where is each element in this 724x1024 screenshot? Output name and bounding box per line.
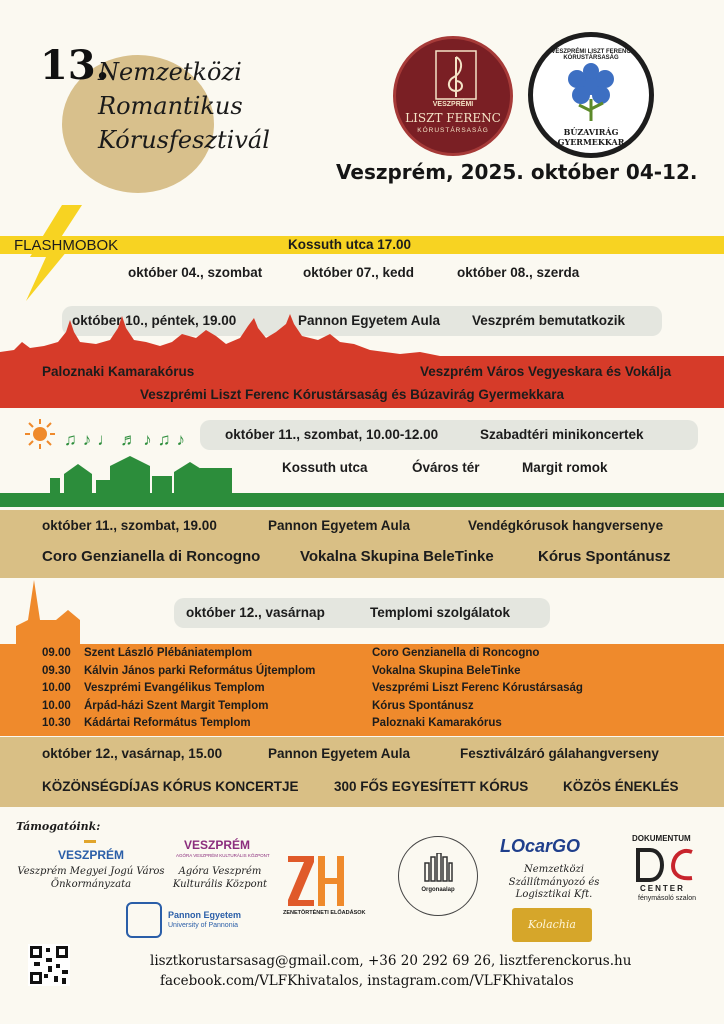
veszprem-caption: Veszprém Megyei Jogú Város Önkormányzata: [17, 866, 165, 890]
pannon-name: Pannon Egyetem: [168, 910, 242, 920]
oct11-green-band: [0, 493, 724, 507]
title-line-2: Romantikus: [98, 92, 243, 120]
service-choir: Kórus Spontánusz: [372, 699, 474, 712]
village-silhouette: [40, 452, 240, 496]
oct12-services-date: október 12., vasárnap: [186, 605, 325, 620]
veszprem-logo: VESZPRÉM: [58, 840, 122, 862]
service-time: 10.00: [42, 699, 71, 712]
locargo-logo: LOcarGO: [500, 836, 581, 856]
service-time: 10.00: [42, 682, 71, 694]
service-choir: Coro Genzianella di Roncogno: [372, 647, 540, 659]
service-church: Kádártai Református Templom: [84, 717, 251, 729]
oct11-evening-choir-1: Coro Genzianella di Roncogno: [42, 548, 261, 565]
flashmob-date-3: október 08., szerda: [457, 265, 580, 280]
oct10-date: október 10., péntek, 19.00: [72, 313, 237, 328]
oct11-place-3: Margit romok: [522, 460, 608, 475]
pannon-crest-icon: [126, 902, 162, 938]
music-notes-icon: ♫♪♩♬♪♫♪: [64, 430, 191, 449]
flashmob-date-1: október 04., szombat: [128, 265, 263, 280]
sponsors-label: Támogatóink:: [16, 820, 101, 833]
church-icon: [16, 580, 80, 646]
organ-pipes-icon: [423, 853, 453, 883]
oct10-choir-3: Veszprémi Liszt Ferenc Kórustársaság és Búzavirág Gyermekkara: [140, 387, 564, 402]
service-church: Szent László Plébániatemplom: [84, 647, 253, 659]
oct11-place-1: Kossuth utca: [282, 460, 368, 475]
zh-caption: ZENETÖRTÉNETI ELŐADÁSOK: [283, 910, 366, 916]
oct12-gala-item-3: KÖZÖS ÉNEKLÉS: [563, 779, 679, 794]
locargo-caption: Nemzetközi Szállítmányozó és Logisztikai Kft.: [508, 864, 600, 900]
oct12-gala-item-2: 300 FŐS EGYESÍTETT KÓRUS: [334, 779, 529, 794]
service-time: 10.30: [42, 717, 71, 729]
service-church: Árpád-házi Szent Margit Templom: [84, 699, 269, 712]
agora-logo: VESZPRÉM AGÓRA VESZPRÉM KULTURÁLIS KÖZPONT: [176, 838, 270, 858]
oct12-gala-title: Fesztiválzáró gálahangverseny: [460, 746, 659, 761]
service-choir: Paloznaki Kamarakórus: [372, 717, 502, 729]
liszt-ferenc-logo: VESZPRÉMI LISZT FERENC KÓRUSTÁRSASÁG: [393, 36, 513, 156]
qr-code[interactable]: [28, 944, 70, 986]
oct10-title: Veszprém bemutatkozik: [472, 313, 626, 328]
title-line-3: Kórusfesztivál: [98, 126, 270, 154]
oct11-morning-date: október 11., szombat, 10.00-12.00: [225, 427, 439, 442]
flashmob-location: Kossuth utca 17.00: [288, 237, 412, 252]
agora-caption: Agóra Veszprém Kulturális Központ: [172, 866, 268, 890]
service-time: 09.30: [42, 664, 71, 677]
contact-line-1[interactable]: lisztkorustarsasag@gmail.com, +36 20 292 69 26, lisztferenckorus.hu: [150, 953, 632, 969]
oct12-gala-item-1: KÖZÖNSÉGDÍJAS KÓRUS KONCERTJE: [42, 779, 299, 794]
oct10-choir-2: Veszprém Város Vegyeskara és Vokálja: [420, 364, 672, 379]
oct10-choir-1: Paloznaki Kamarakórus: [42, 364, 195, 379]
crown-icon: [84, 840, 96, 848]
service-choir: Vokalna Skupina BeleTinke: [372, 664, 521, 677]
dc-icon: [636, 848, 696, 882]
pannon-sub: University of Pannonia: [168, 922, 239, 929]
festival-dates: Veszprém, 2025. október 04-12.: [336, 160, 698, 184]
contact-line-2[interactable]: facebook.com/VLFKhivatalos, instagram.com/VLFKhivatalos: [160, 973, 574, 989]
cornflower-icon: [555, 59, 627, 123]
oct12-gala-date: október 12., vasárnap, 15.00: [42, 746, 223, 761]
oct11-place-2: Óváros tér: [412, 460, 480, 475]
service-time: 09.00: [42, 647, 71, 659]
oct11-evening-choir-2: Vokalna Skupina BeleTinke: [300, 548, 494, 565]
zh-logo: [288, 856, 344, 906]
treble-clef-icon: [434, 49, 478, 101]
title-line-1: Nemzetközi: [98, 58, 242, 86]
oct12-services-title: Templomi szolgálatok: [370, 605, 511, 620]
flashmob-label: FLASHMOBOK: [14, 237, 119, 254]
service-church: Kálvin János parki Református Újtemplom: [84, 664, 316, 677]
oct11-evening-title: Vendégkórusok hangversenye: [468, 518, 664, 533]
oct12-gala-venue: Pannon Egyetem Aula: [268, 746, 411, 761]
oct11-morning-title: Szabadtéri minikoncertek: [480, 427, 644, 442]
sun-icon: [24, 418, 56, 450]
service-church: Veszprémi Evangélikus Templom: [84, 682, 265, 694]
service-choir: Veszprémi Liszt Ferenc Kórustársaság: [372, 682, 583, 694]
orgonaalap-logo: Orgonaalap: [398, 836, 478, 916]
oct11-evening-choir-3: Kórus Spontánusz: [538, 548, 671, 565]
buzavirag-logo: VESZPRÉMI LISZT FERENC KÓRUSTÁRSASÁG BÚZAVIRÁG GYERMEKKAR: [528, 32, 654, 158]
oct10-venue: Pannon Egyetem Aula: [298, 313, 441, 328]
kolachia-logo: Kolachia: [512, 908, 592, 942]
festival-number: 13.: [40, 42, 110, 89]
oct11-evening-venue: Pannon Egyetem Aula: [268, 518, 411, 533]
oct11-evening-date: október 11., szombat, 19.00: [42, 518, 217, 533]
flashmob-date-2: október 07., kedd: [303, 265, 415, 280]
